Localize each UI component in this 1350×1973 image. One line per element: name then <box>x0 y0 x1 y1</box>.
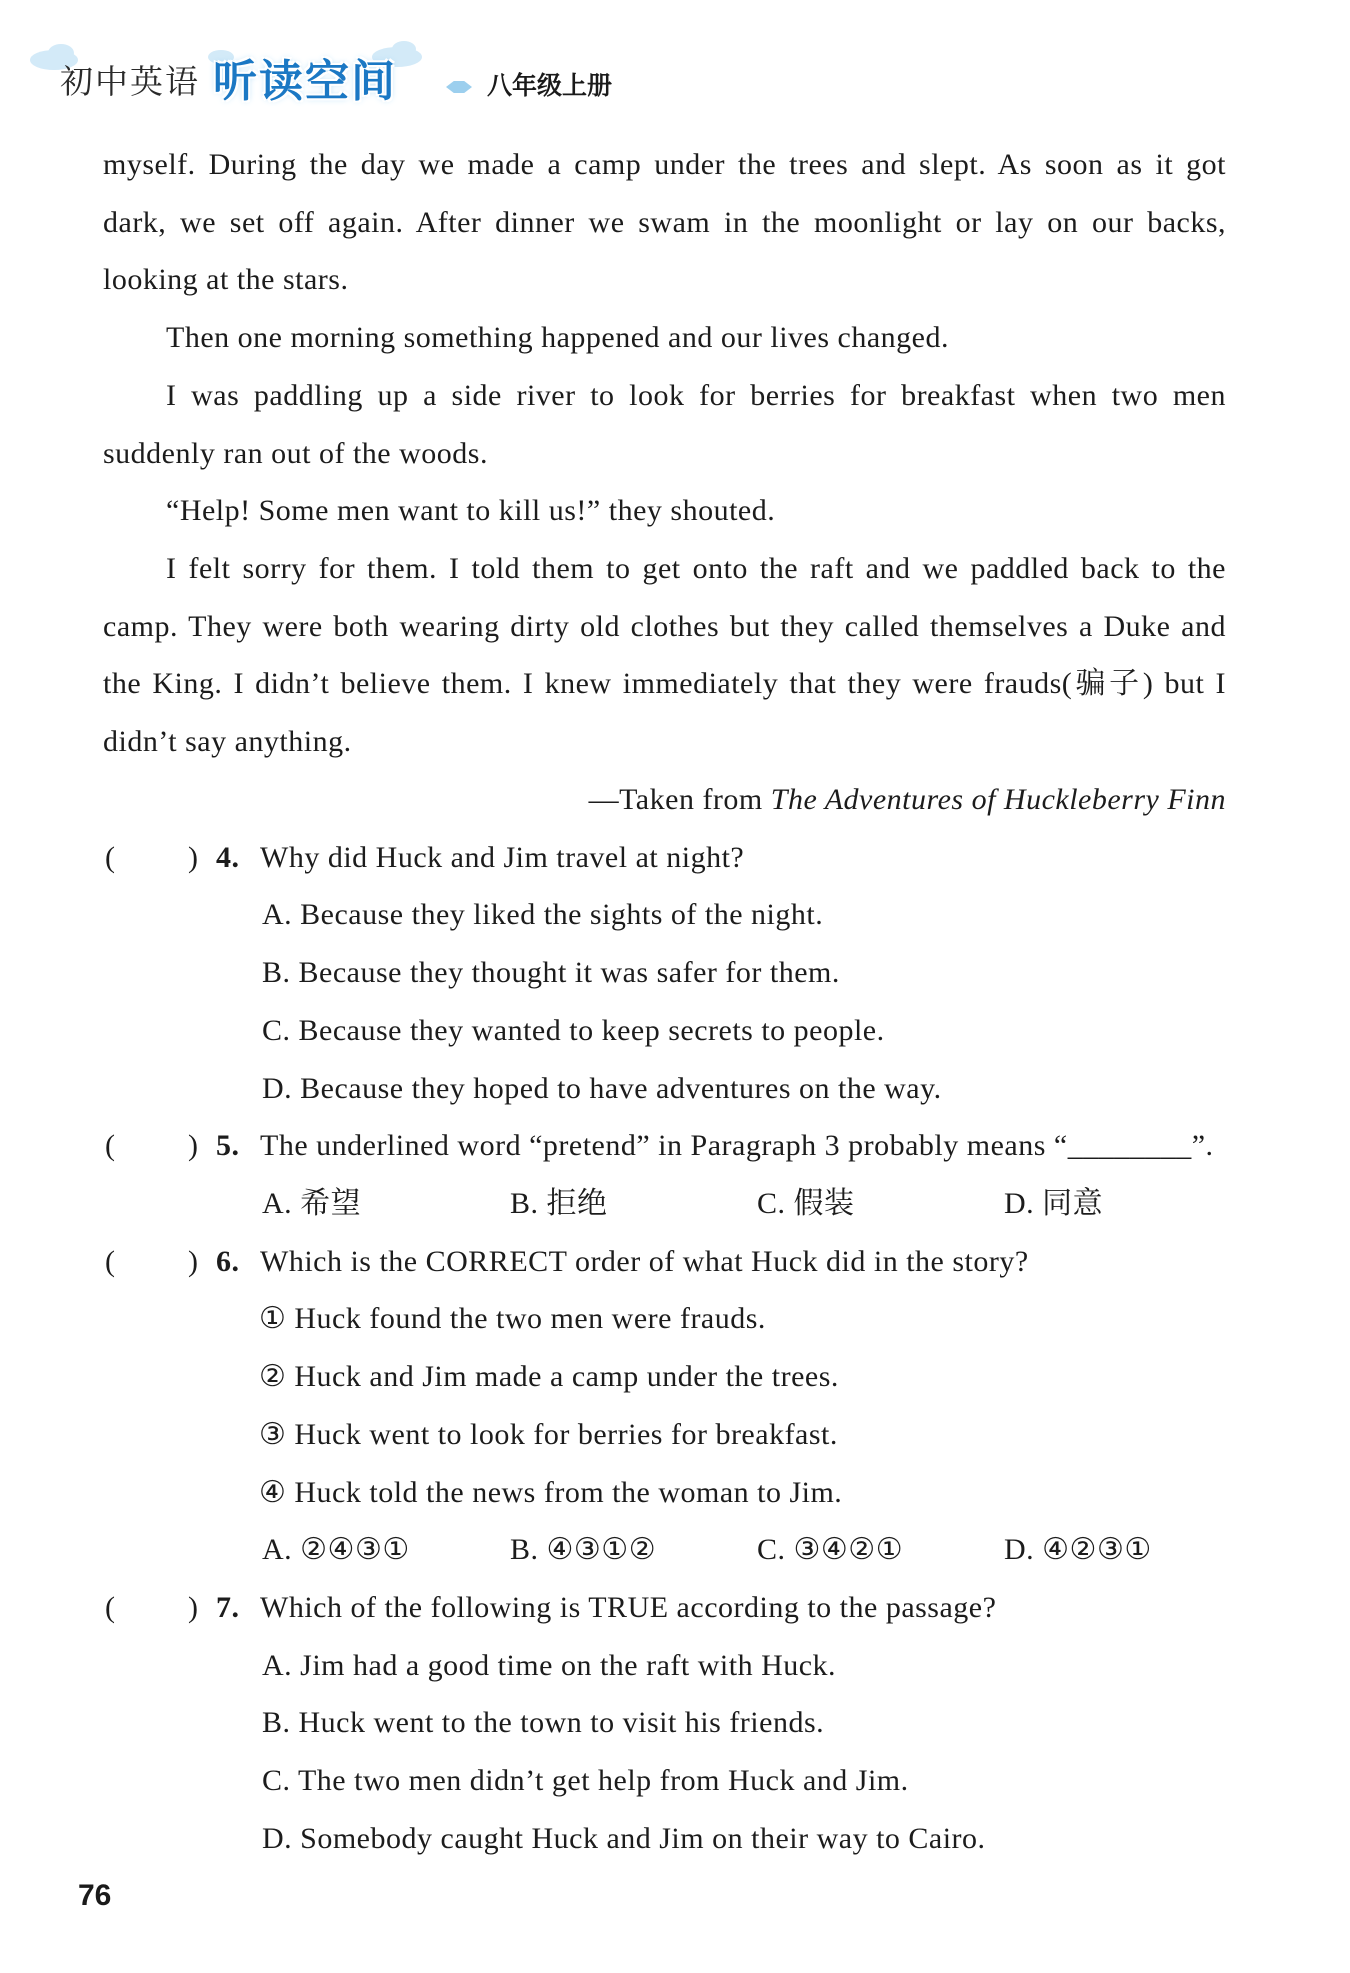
question-stem: Which is the CORRECT order of what Huck did in the story? <box>260 1244 1029 1278</box>
brand-logo: 听读空间 <box>213 56 397 107</box>
answer-bracket-close: ) <box>188 840 199 874</box>
answer-option: C. The two men didn’t get help from Huck and Jim. <box>262 1764 909 1798</box>
answer-option-row <box>103 1521 1226 1579</box>
answer-option: D. Somebody caught Huck and Jim on their way to Cairo. <box>262 1821 986 1855</box>
answer-option: D. ④②③① <box>1004 1533 1152 1567</box>
question-stem: The underlined word “pretend” in Paragraph 3 probably means “________”. <box>260 1129 1214 1163</box>
answer-option: D. 同意 <box>1004 1186 1104 1220</box>
answer-option: A. ②④③① <box>262 1533 410 1567</box>
answer-option: C. ③④②① <box>757 1533 904 1567</box>
order-statement: ④ Huck told the news from the woman to Jim. <box>259 1475 843 1509</box>
answer-option: B. Because they thought it was safer for them. <box>262 956 840 990</box>
answer-bracket-open: ( <box>105 1129 116 1163</box>
series-title: 初中英语 <box>60 62 200 101</box>
answer-option: A. 希望 <box>262 1186 362 1220</box>
question-number: 4. <box>216 840 240 874</box>
arrow-icon <box>446 81 472 93</box>
answer-option: A. Jim had a good time on the raft with Huck. <box>262 1648 837 1682</box>
question-row <box>103 1579 1226 1637</box>
passage-line: “Help! Some men want to kill us!” they shouted. <box>166 494 776 528</box>
answer-option: B. 拒绝 <box>510 1186 608 1220</box>
question-row <box>103 1117 1226 1175</box>
answer-option: C. 假装 <box>757 1186 855 1220</box>
answer-option: D. Because they hoped to have adventures on the way. <box>262 1071 942 1105</box>
answer-option: B. Huck went to the town to visit his friends. <box>262 1706 825 1740</box>
source-prefix: —Taken from <box>588 782 771 816</box>
question-number: 5. <box>216 1129 240 1163</box>
answer-bracket-open: ( <box>105 1244 116 1278</box>
passage-line: didn’t say anything. <box>103 725 352 759</box>
question-stem: Why did Huck and Jim travel at night? <box>260 840 745 874</box>
page-number: 76 <box>78 1879 112 1912</box>
passage-line: looking at the stars. <box>103 263 349 297</box>
passage-line: suddenly ran out of the woods. <box>103 436 488 470</box>
cloud-decoration <box>48 44 74 62</box>
passage-line: I felt sorry for them. I told them to get onto the raft and we paddled back to the <box>166 552 1226 586</box>
passage-line: camp. They were both wearing dirty old clothes but they called themselves a Duke and <box>103 609 1226 643</box>
answer-option: C. Because they wanted to keep secrets to people. <box>262 1013 885 1047</box>
page-body <box>103 136 1226 1868</box>
order-statement: ③ Huck went to look for berries for breakfast. <box>259 1417 838 1451</box>
question-row <box>103 1233 1226 1291</box>
question-stem: Which of the following is TRUE according to the passage? <box>260 1590 997 1624</box>
answer-bracket-open: ( <box>105 1590 116 1624</box>
answer-bracket-close: ) <box>188 1590 199 1624</box>
answer-option: B. ④③①② <box>510 1533 657 1567</box>
answer-option: A. Because they liked the sights of the night. <box>262 898 824 932</box>
order-statement: ① Huck found the two men were frauds. <box>259 1302 766 1336</box>
passage-line: the King. I didn’t believe them. I knew immediately that they were frauds(骗子) but I <box>103 667 1226 701</box>
passage-line: Then one morning something happened and our lives changed. <box>166 321 949 355</box>
answer-bracket-close: ) <box>188 1244 199 1278</box>
passage-line: I was paddling up a side river to look for berries for breakfast when two men <box>166 378 1226 412</box>
answer-bracket-close: ) <box>188 1129 199 1163</box>
passage-line: myself. During the day we made a camp under the trees and slept. As soon as it got <box>103 148 1226 181</box>
passage-line: dark, we set off again. After dinner we swam in the moonlight or lay on our backs, <box>103 205 1226 239</box>
order-statement: ② Huck and Jim made a camp under the trees. <box>259 1360 839 1394</box>
answer-bracket-open: ( <box>105 840 116 874</box>
source-attribution <box>103 771 1226 829</box>
grade-label: 八年级上册 <box>487 71 613 100</box>
source-title: The Adventures of Huckleberry Finn <box>770 782 1226 816</box>
question-number: 7. <box>216 1590 240 1624</box>
answer-option-row <box>103 1175 1226 1233</box>
question-number: 6. <box>216 1244 240 1278</box>
question-row <box>103 829 1226 887</box>
